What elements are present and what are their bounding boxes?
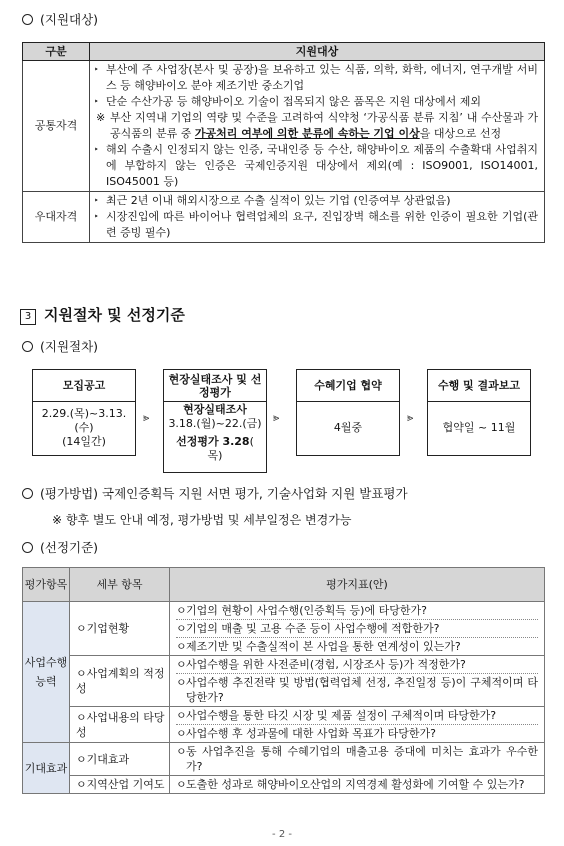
circle-bullet-icon [22,488,33,499]
list-item [94,209,538,241]
indicator-cell [170,707,545,743]
flow-step-subtitle: 선정평가 [176,435,223,448]
indicator-text: 동 사업추진을 통해 수혜기업의 매출고용 증대에 미치는 효과가 우수한가? [186,745,538,773]
list-item-text: 해외 수출시 인정되지 않는 인증, 국내인증 등 수산, 해양바이오 제품의 수출확대 사업취지에 부합하지 않는 인증은 국제인증지원 대상에서 제외(예 : ISO9001, ISO14001, ISO45001 등) [106,143,538,188]
indicator-text: 도출한 성과로 해양바이오산업의 지역경제 활성화에 기여할 수 있는가? [186,778,525,791]
detail-cell [70,707,170,743]
indicator-line [176,743,538,775]
detail-text: 기업현황 [86,622,130,635]
indicator-text: 사업수행을 통한 타깃 시장 및 제품 설정이 구체적이며 타당한가? [186,709,497,722]
indicator-line [176,776,538,793]
table-header-cell: 구분 [23,43,90,61]
detail-text: 기대효과 [86,752,130,766]
detail-text: 사업내용의 타당성 [76,710,165,739]
table-row [23,776,545,794]
flow-step-body [33,401,135,455]
note-item [94,110,538,142]
list-item-text: 단순 수산가공 등 해양바이오 기술이 접목되지 않은 품목은 지원 대상에서 제외 [106,95,481,108]
flow-step-duration: (14일간) [62,435,106,448]
category-cell: 우대자격 [23,192,90,243]
hangul-o-bullet-icon: ㅇ [76,778,87,791]
table-header-cell: 평가항목 [23,568,70,602]
table-row [23,602,545,656]
triangle-bullet-icon: ‣ [94,196,99,205]
table-header-row [23,568,545,602]
detail-cell [70,656,170,707]
indicator-text: 기업의 매출 및 고용 수준 등이 사업수행에 적합한가? [186,622,440,635]
items-cell [90,192,545,243]
flow-step-body [428,401,530,455]
indicator-cell [170,776,545,794]
note-text-emphasis: 가공처리 여부에 의한 분류에 속하는 기업 이상 [194,127,420,140]
flow-step-title: 모집공고 [33,370,135,402]
triangle-bullet-icon: ‣ [94,212,99,221]
indicator-text: 기업의 현황이 사업수행(인증획득 등)에 타당한가? [186,604,427,617]
flow-step-body [297,401,399,455]
hangul-o-bullet-icon: ㅇ [176,622,187,635]
indicator-text: 제조기반 및 수출실적이 본 사업을 통한 연계성이 있는가? [186,640,461,653]
indicator-line [176,620,538,638]
eval-method-line [22,484,408,502]
indicator-line [176,725,538,742]
flow-step-title: 현장실태조사 및 선정평가 [164,370,266,402]
flow-step-date-part: ( [249,435,254,448]
circle-bullet-icon [22,14,33,25]
hangul-o-bullet-icon: ㅇ [176,727,187,740]
section-3-title [20,304,185,325]
flow-step-subtitle: 현장실태조사 [183,403,247,416]
triangle-bullet-icon: ‣ [94,65,99,74]
section-procedure-label: (지원절차) [40,339,99,354]
flow-step-agreement [296,369,400,456]
indicator-text: 사업수행 후 성과물에 대한 사업화 목표가 타당한가? [186,727,436,740]
flow-step-date-part: 목) [207,449,223,462]
flow-step-inspection [163,369,267,473]
section-procedure-heading [22,337,98,355]
section-title-text: 지원절차 및 선정기준 [44,306,185,324]
eval-method-text: (평가방법) 국제인증획득 지원 서면 평가, 기술사업화 지원 발표평가 [40,486,408,501]
group-cell: 사업수행능력 [23,602,70,743]
items-cell [90,61,545,192]
list-item [94,193,538,209]
circle-bullet-icon [22,542,33,553]
hangul-o-bullet-icon: ㅇ [176,676,187,689]
detail-text: 사업계획의 적정성 [76,667,165,695]
table-row [23,656,545,707]
indicator-line [176,656,538,674]
table-header-cell: 세부 항목 [70,568,170,602]
flow-step-title: 수혜기업 협약 [297,370,399,402]
hangul-o-bullet-icon: ㅇ [176,709,187,722]
flow-step-date-part: 28 [234,435,250,448]
indicator-cell [170,656,545,707]
hangul-o-bullet-icon: ㅇ [176,745,187,758]
flow-step-date: 4월중 [333,421,363,434]
flow-step-title: 수행 및 결과보고 [428,370,530,402]
indicator-line [176,707,538,725]
list-item [94,94,538,110]
flow-step-date: 3.18.(월)~22.(금) [168,417,262,430]
group-cell: 기대효과 [23,743,70,794]
hangul-o-bullet-icon: ㅇ [176,658,187,671]
eval-note: ※ 향후 별도 안내 예정, 평가방법 및 세부일정은 변경가능 [52,513,352,527]
table-header-row [23,43,545,61]
indicator-text: 사업수행을 위한 사전준비(경험, 시장조사 등)가 적정한가? [186,658,466,671]
category-cell: 공통자격 [23,61,90,192]
hangul-o-bullet-icon: ㅇ [176,604,187,617]
section-criteria-heading [22,538,98,556]
flow-step-date: 2.29.(목)~3.13.(수) [41,407,127,434]
list-item-text: 최근 2년 이내 해외시장으로 수출 실적이 있는 기업 (인증여부 상관없음) [106,194,451,207]
list-item [94,62,538,94]
table-header-cell: 지원대상 [90,43,545,61]
flow-step-eval-line [176,435,254,449]
double-chevron-right-icon: ⪢ [143,411,150,424]
flow-step-body [164,401,266,472]
table-row [23,743,545,776]
triangle-bullet-icon: ‣ [94,145,99,154]
section-criteria-label: (선정기준) [40,540,99,555]
list-item-text: 시장진입에 따른 바이어나 협력업체의 요구, 진입장벽 해소를 위한 인증이 필요한 기업(관련 증빙 필수) [106,210,538,239]
indicator-cell [170,743,545,776]
reference-mark-icon: ※ [96,111,106,124]
hangul-o-bullet-icon: ㅇ [76,667,87,680]
note-text-post: 을 대상으로 선정 [419,127,502,140]
flow-step-recruitment [32,369,136,456]
note-text-pre: 부산 지역내 기업의 역량 및 수준을 고려하여 식약청 ‘가공식품 분류 지침’ 내 수산물과 가공식품의 분류 중 [110,111,538,140]
hangul-o-bullet-icon: ㅇ [176,778,187,791]
detail-cell [70,743,170,776]
target-table [22,42,545,243]
indicator-line [176,602,538,620]
list-item-text: 부산에 주 사업장(본사 및 공장)을 보유하고 있는 식품, 의학, 화학, 에너지, 연구개발 서비스 등 해양바이오 분야 제조기반 중소기업 [106,63,538,92]
section-number-box: 3 [20,309,36,325]
flow-step-date: 협약일 ~ 11월 [442,421,516,434]
table-row [23,192,545,243]
hangul-o-bullet-icon: ㅇ [76,622,87,635]
indicator-cell [170,602,545,656]
table-row [23,707,545,743]
table-row [23,61,545,192]
circle-bullet-icon [22,341,33,352]
indicator-line [176,674,538,706]
flow-step-report [427,369,531,456]
double-chevron-right-icon: ⪢ [273,411,280,424]
indicator-text: 사업수행 추진전략 및 방법(협력업체 선정, 추진일정 등)이 구체적이며 타당한가? [186,676,538,704]
hangul-o-bullet-icon: ㅇ [76,710,87,724]
section-target-heading [22,10,98,28]
hangul-o-bullet-icon: ㅇ [176,640,187,653]
detail-cell [70,602,170,656]
flow-step-date-part: 3. [222,435,235,448]
detail-text: 지역산업 기여도 [86,778,165,791]
triangle-bullet-icon: ‣ [94,97,99,106]
note-text [110,110,538,142]
table-header-cell: 평가지표(안) [170,568,545,602]
hangul-o-bullet-icon: ㅇ [76,752,87,766]
page-number: - 2 - [272,829,292,840]
detail-cell [70,776,170,794]
double-chevron-right-icon: ⪢ [407,411,414,424]
section-target-label: (지원대상) [40,12,99,27]
list-item [94,142,538,190]
criteria-table [22,567,545,794]
indicator-line [176,638,538,655]
